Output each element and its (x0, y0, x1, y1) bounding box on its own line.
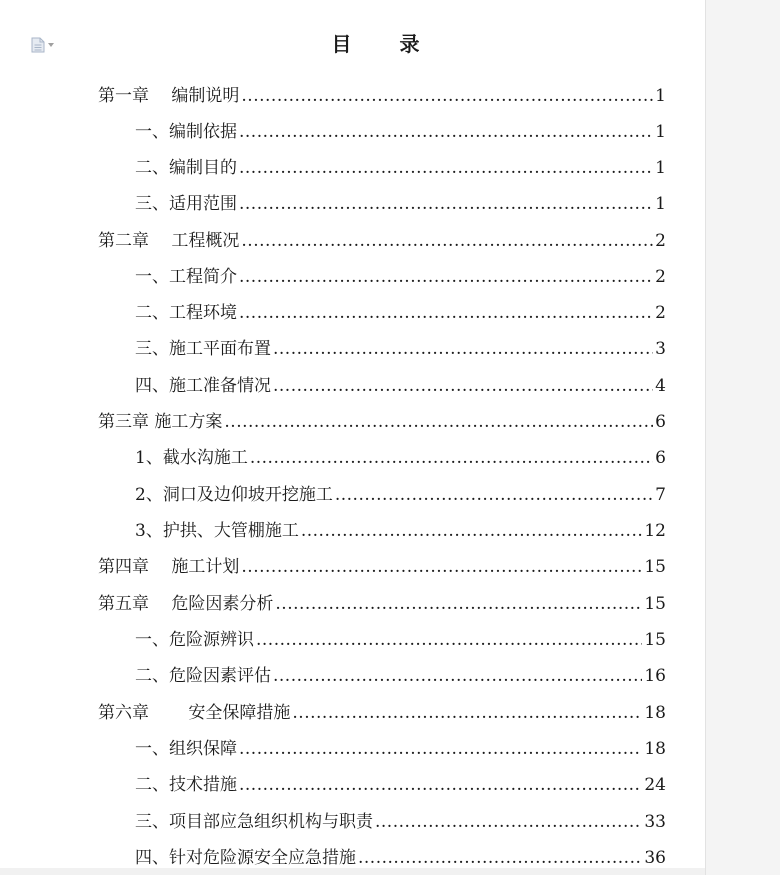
toc-page-number: 2 (655, 267, 666, 287)
toc-section-entry[interactable] (135, 664, 666, 688)
toc-entry-label: 第四章 施工计划 (98, 557, 240, 577)
dot-leader (239, 773, 642, 797)
toc-section-entry[interactable] (135, 846, 666, 870)
toc-entry-label: 3、护拱、大管棚施工 (135, 521, 299, 541)
toc-page-number: 1 (655, 194, 666, 214)
toc-page-number: 12 (644, 521, 666, 541)
dot-leader (239, 156, 653, 180)
dot-leader (239, 737, 642, 761)
toc-section-entry[interactable] (135, 374, 666, 398)
dot-leader (239, 120, 653, 144)
toc-chapter-entry[interactable] (98, 229, 666, 253)
toc-page-number: 4 (655, 376, 666, 396)
toc-section-entry[interactable] (135, 446, 666, 470)
toc-page-number: 18 (644, 703, 666, 723)
toc-chapter-entry[interactable] (98, 555, 666, 579)
page-margin-gutter (705, 0, 780, 875)
toc-entry-label: 一、组织保障 (135, 739, 237, 759)
toc-section-entry[interactable] (135, 773, 666, 797)
toc-chapter-entry[interactable] (98, 84, 666, 108)
toc-page-number: 7 (655, 485, 666, 505)
toc-page-number: 2 (655, 231, 666, 251)
toc-entry-label: 一、编制依据 (135, 122, 237, 142)
toc-page-number: 16 (644, 666, 666, 686)
dot-leader (273, 374, 653, 398)
toc-section-entry[interactable] (135, 337, 666, 361)
toc-section-entry[interactable] (135, 120, 666, 144)
toc-entry-label: 四、施工准备情况 (135, 376, 271, 396)
toc-page-number: 6 (655, 448, 666, 468)
dot-leader (273, 664, 642, 688)
toc-section-entry[interactable] (135, 519, 666, 543)
toc-entry-label: 第六章 安全保障措施 (98, 703, 291, 723)
dot-leader (239, 192, 653, 216)
toc-page-number: 36 (644, 848, 666, 868)
toc-page-number: 15 (644, 630, 666, 650)
toc-page-number: 18 (644, 739, 666, 759)
toc-section-entry[interactable] (135, 737, 666, 761)
toc-page-number: 3 (655, 339, 666, 359)
toc-entry-label: 四、针对危险源安全应急措施 (135, 848, 356, 868)
toc-title: 目 录 (331, 32, 434, 56)
toc-entry-label: 一、危险源辨识 (135, 630, 254, 650)
toc-page-number: 1 (655, 86, 666, 106)
dot-leader (335, 483, 653, 507)
toc-entry-label: 第三章 施工方案 (98, 412, 223, 432)
toc-entry-label: 二、工程环境 (135, 303, 237, 323)
dot-leader (241, 555, 642, 579)
toc-page-number: 15 (644, 557, 666, 577)
dot-leader (301, 519, 643, 543)
toc-entry-label: 二、危险因素评估 (135, 666, 271, 686)
toc-chapter-entry[interactable] (98, 701, 666, 725)
toc-section-entry[interactable] (135, 301, 666, 325)
toc-chapter-entry[interactable] (98, 592, 666, 616)
dot-leader (239, 265, 653, 289)
toc-section-entry[interactable] (135, 810, 666, 834)
dot-leader (239, 301, 653, 325)
toc-entry-label: 2、洞口及边仰坡开挖施工 (135, 485, 333, 505)
toc-section-entry[interactable] (135, 483, 666, 507)
toc-page-number: 6 (655, 412, 666, 432)
page-bottom-edge (0, 868, 705, 875)
toc-entry-label: 三、施工平面布置 (135, 339, 271, 359)
toc-page-number: 1 (655, 122, 666, 142)
dot-leader (241, 84, 653, 108)
toc-page-number: 1 (655, 158, 666, 178)
toc-entry-label: 一、工程简介 (135, 267, 237, 287)
toc-entry-label: 第二章 工程概况 (98, 231, 240, 251)
dot-leader (273, 337, 653, 361)
dot-leader (256, 628, 642, 652)
toc-section-entry[interactable] (135, 192, 666, 216)
dot-leader (375, 810, 642, 834)
toc-entry-label: 三、适用范围 (135, 194, 237, 214)
dot-leader (358, 846, 642, 870)
dot-leader (275, 592, 642, 616)
toc-page-number: 24 (644, 775, 666, 795)
toc-section-entry[interactable] (135, 265, 666, 289)
toc-entry-label: 三、项目部应急组织机构与职责 (135, 812, 373, 832)
toc-chapter-entry[interactable] (98, 410, 666, 434)
toc-page-number: 15 (644, 594, 666, 614)
toc-entry-label: 第一章 编制说明 (98, 86, 240, 106)
toc-section-entry[interactable] (135, 156, 666, 180)
dot-leader (241, 229, 653, 253)
toc-entry-label: 二、技术措施 (135, 775, 237, 795)
dot-leader (224, 410, 653, 434)
toc-page-number: 33 (644, 812, 666, 832)
toc-page-number: 2 (655, 303, 666, 323)
toc-section-entry[interactable] (135, 628, 666, 652)
dot-leader (292, 701, 642, 725)
toc-entry-label: 二、编制目的 (135, 158, 237, 178)
toc-entry-label: 1、截水沟施工 (135, 448, 248, 468)
toc-entry-label: 第五章 危险因素分析 (98, 594, 274, 614)
dot-leader (250, 446, 653, 470)
